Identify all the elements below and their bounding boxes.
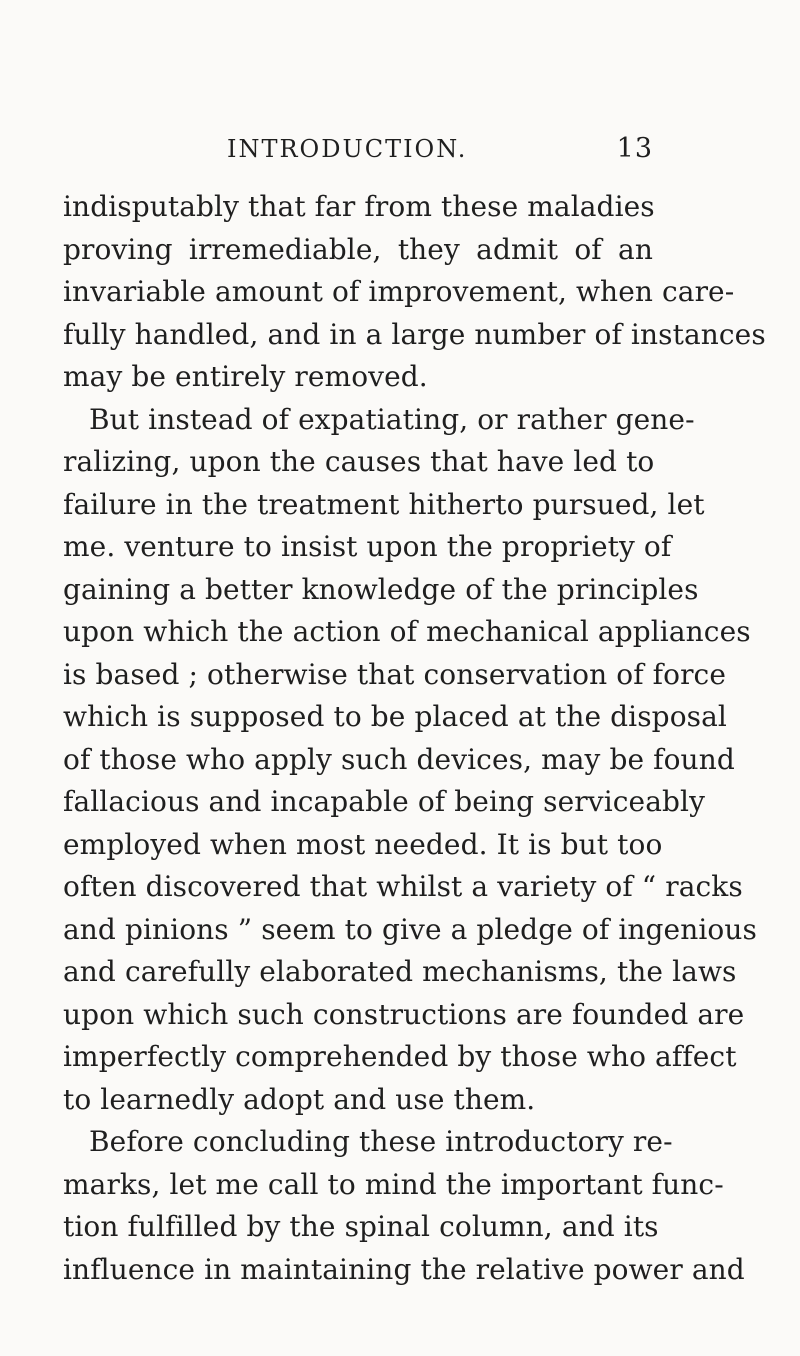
text-line: imperfectly comprehended by those who affect bbox=[63, 1040, 737, 1073]
text-line: which is supposed to be placed at the disposal bbox=[63, 700, 727, 733]
text-line: tion fulfilled by the spinal column, and its bbox=[63, 1210, 659, 1243]
text-line: gaining a better knowledge of the principles bbox=[63, 572, 699, 606]
text-line: failure in the treatment hitherto pursued, let bbox=[63, 487, 705, 521]
text-line: me. venture to insist upon the propriety of bbox=[63, 530, 672, 563]
running-title: INTRODUCTION. bbox=[227, 135, 468, 163]
text-line: of those who apply such devices, may be found bbox=[63, 742, 735, 776]
body-text bbox=[63, 186, 766, 1291]
text-line: But instead of expatiating, or rather gene- bbox=[89, 402, 695, 436]
text-line: invariable amount of improvement, when care- bbox=[63, 275, 735, 308]
text-line: often discovered that whilst a variety of “ racks bbox=[63, 870, 743, 903]
text-line: may be entirely removed. bbox=[63, 360, 428, 393]
text-line: fully handled, and in a large number of instances bbox=[63, 317, 766, 351]
text-line: marks, let me call to mind the important func- bbox=[63, 1167, 724, 1201]
text-line: employed when most needed. It is but too bbox=[63, 827, 663, 861]
text-line: upon which the action of mechanical appliances bbox=[63, 615, 751, 648]
text-line: ralizing, upon the causes that have led to bbox=[63, 445, 655, 478]
text-line: is based ; otherwise that conservation of force bbox=[63, 657, 727, 691]
text-line: proving irremediable, they admit of an bbox=[63, 232, 653, 266]
text-line: indisputably that far from these maladies bbox=[63, 190, 655, 223]
running-head bbox=[0, 134, 800, 174]
page-number: 13 bbox=[616, 133, 653, 164]
text-line: upon which such constructions are founded are bbox=[63, 997, 745, 1031]
text-line: influence in maintaining the relative power and bbox=[63, 1252, 745, 1286]
text-line: and carefully elaborated mechanisms, the laws bbox=[63, 955, 737, 988]
text-line: and pinions ” seem to give a pledge of ingenious bbox=[63, 912, 757, 946]
text-line: to learnedly adopt and use them. bbox=[63, 1082, 536, 1116]
text-line: fallacious and incapable of being serviceably bbox=[63, 785, 706, 818]
text-line: Before concluding these introductory re- bbox=[89, 1125, 673, 1158]
